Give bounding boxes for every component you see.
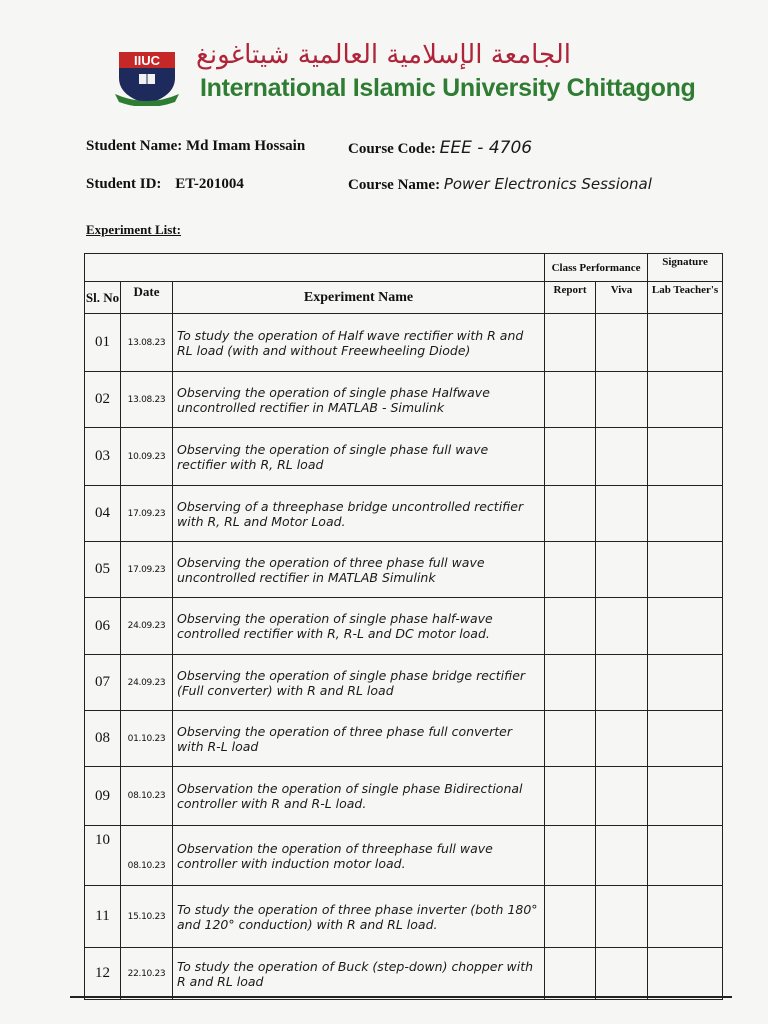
- row-report-cell: [545, 655, 596, 711]
- table-header-top-row: [85, 254, 723, 282]
- row-report-cell: [545, 598, 596, 655]
- row-viva-cell: [596, 948, 648, 1000]
- row-sl: 09: [85, 767, 121, 826]
- table-row: [85, 826, 723, 886]
- row-sl: 05: [85, 542, 121, 598]
- row-viva-cell: [596, 598, 648, 655]
- university-name: International Islamic University Chittagong: [200, 74, 696, 102]
- row-viva-cell: [596, 372, 648, 428]
- row-sl: 12: [85, 948, 121, 1000]
- row-report-cell: [545, 948, 596, 1000]
- course-name-row: [348, 175, 652, 194]
- row-report-cell: [545, 372, 596, 428]
- row-signature-cell: [648, 767, 723, 826]
- row-signature-cell: [648, 428, 723, 486]
- row-date: 13.08.23: [121, 372, 173, 428]
- header-date: Date: [121, 282, 173, 314]
- course-name-label: Course Name:: [348, 177, 441, 193]
- logo-text: IIUC: [134, 53, 160, 68]
- row-signature-cell: [648, 372, 723, 428]
- row-signature-cell: [648, 314, 723, 372]
- row-experiment-name: Observing the operation of single phase half-wave controlled rectifier with R, R-L and DC motor load.: [173, 598, 545, 655]
- row-sl: 04: [85, 486, 121, 542]
- table-row: [85, 598, 723, 655]
- row-experiment-name: Observing the operation of three phase full converter with R-L load: [173, 711, 545, 767]
- student-id-value: ET-201004: [175, 176, 244, 192]
- row-experiment-name: Observing the operation of three phase full wave uncontrolled rectifier in MATLAB Simulink: [173, 542, 545, 598]
- row-viva-cell: [596, 428, 648, 486]
- row-signature-cell: [648, 711, 723, 767]
- experiment-table: [84, 253, 723, 1000]
- row-signature-cell: [648, 598, 723, 655]
- header-report: Report: [545, 282, 596, 314]
- row-report-cell: [545, 886, 596, 948]
- header-lab-teacher: Lab Teacher's: [648, 282, 723, 314]
- header-experiment-name: Experiment Name: [173, 282, 545, 314]
- course-name-value: Power Electronics Sessional: [443, 175, 652, 193]
- row-date: 10.09.23: [121, 428, 173, 486]
- course-code-row: [348, 138, 532, 158]
- row-experiment-name: Observing the operation of single phase bridge rectifier (Full converter) with R and RL load: [173, 655, 545, 711]
- row-signature-cell: [648, 826, 723, 886]
- row-experiment-name: Observation the operation of single phase Bidirectional controller with R and R-L load.: [173, 767, 545, 826]
- student-id-row: [86, 176, 244, 193]
- row-viva-cell: [596, 314, 648, 372]
- row-date: 22.10.23: [121, 948, 173, 1000]
- experiment-list-title: Experiment List:: [86, 222, 181, 237]
- row-experiment-name: To study the operation of Buck (step-down) chopper with R and RL load: [173, 948, 545, 1000]
- row-date: 01.10.23: [121, 711, 173, 767]
- table-row: [85, 655, 723, 711]
- row-report-cell: [545, 826, 596, 886]
- row-date: 08.10.23: [121, 767, 173, 826]
- row-sl: 07: [85, 655, 121, 711]
- row-signature-cell: [648, 486, 723, 542]
- row-report-cell: [545, 711, 596, 767]
- row-report-cell: [545, 542, 596, 598]
- course-code-value: EEE - 4706: [439, 138, 533, 158]
- row-viva-cell: [596, 655, 648, 711]
- header-signature: Signature: [648, 254, 723, 282]
- row-viva-cell: [596, 767, 648, 826]
- row-date: 24.09.23: [121, 655, 173, 711]
- header-viva: Viva: [596, 282, 648, 314]
- row-report-cell: [545, 767, 596, 826]
- row-report-cell: [545, 486, 596, 542]
- table-header-row: [85, 282, 723, 314]
- row-viva-cell: [596, 886, 648, 948]
- row-date: 08.10.23: [121, 826, 173, 886]
- row-signature-cell: [648, 886, 723, 948]
- row-sl: 10: [85, 826, 121, 886]
- student-name-label: Student Name:: [86, 138, 183, 154]
- row-signature-cell: [648, 655, 723, 711]
- row-report-cell: [545, 428, 596, 486]
- table-row: [85, 542, 723, 598]
- row-sl: 11: [85, 886, 121, 948]
- table-row: [85, 948, 723, 1000]
- row-experiment-name: To study the operation of Half wave rectifier with R and RL load (with and without Freewheeling Diode): [173, 314, 545, 372]
- table-row: [85, 428, 723, 486]
- row-viva-cell: [596, 486, 648, 542]
- row-viva-cell: [596, 826, 648, 886]
- course-code-label: Course Code:: [348, 141, 436, 157]
- table-row: [85, 711, 723, 767]
- row-experiment-name: Observing the operation of single phase full wave rectifier with R, RL load: [173, 428, 545, 486]
- row-sl: 08: [85, 711, 121, 767]
- row-date: 17.09.23: [121, 486, 173, 542]
- row-date: 13.08.23: [121, 314, 173, 372]
- header-blank-cell: [85, 254, 545, 282]
- row-experiment-name: Observing of a threephase bridge uncontrolled rectifier with R, RL and Motor Load.: [173, 486, 545, 542]
- row-date: 24.09.23: [121, 598, 173, 655]
- row-date: 17.09.23: [121, 542, 173, 598]
- row-sl: 03: [85, 428, 121, 486]
- row-experiment-name: Observing the operation of single phase Halfwave uncontrolled rectifier in MATLAB - Simulink: [173, 372, 545, 428]
- table-row: [85, 486, 723, 542]
- table-row: [85, 372, 723, 428]
- student-name-value: Md Imam Hossain: [186, 138, 306, 154]
- row-viva-cell: [596, 711, 648, 767]
- row-signature-cell: [648, 542, 723, 598]
- table-row: [85, 767, 723, 826]
- row-sl: 02: [85, 372, 121, 428]
- row-report-cell: [545, 314, 596, 372]
- table-row: [85, 314, 723, 372]
- arabic-university-name: الجامعة الإسلامية العالمية شيتاغونغ: [196, 40, 571, 70]
- row-experiment-name: Observation the operation of threephase full wave controller with induction motor load.: [173, 826, 545, 886]
- table-row: [85, 886, 723, 948]
- row-signature-cell: [648, 948, 723, 1000]
- row-viva-cell: [596, 542, 648, 598]
- row-experiment-name: To study the operation of three phase inverter (both 180° and 120° conduction) with R and RL load.: [173, 886, 545, 948]
- row-date: 15.10.23: [121, 886, 173, 948]
- row-sl: 06: [85, 598, 121, 655]
- table-bottom-rule: [70, 996, 732, 998]
- university-logo: [113, 46, 181, 106]
- header-sl-no: Sl. No: [85, 282, 121, 314]
- header-class-performance: Class Performance: [545, 254, 648, 282]
- row-sl: 01: [85, 314, 121, 372]
- student-id-label: Student ID:: [86, 176, 162, 192]
- student-name-row: [86, 138, 305, 155]
